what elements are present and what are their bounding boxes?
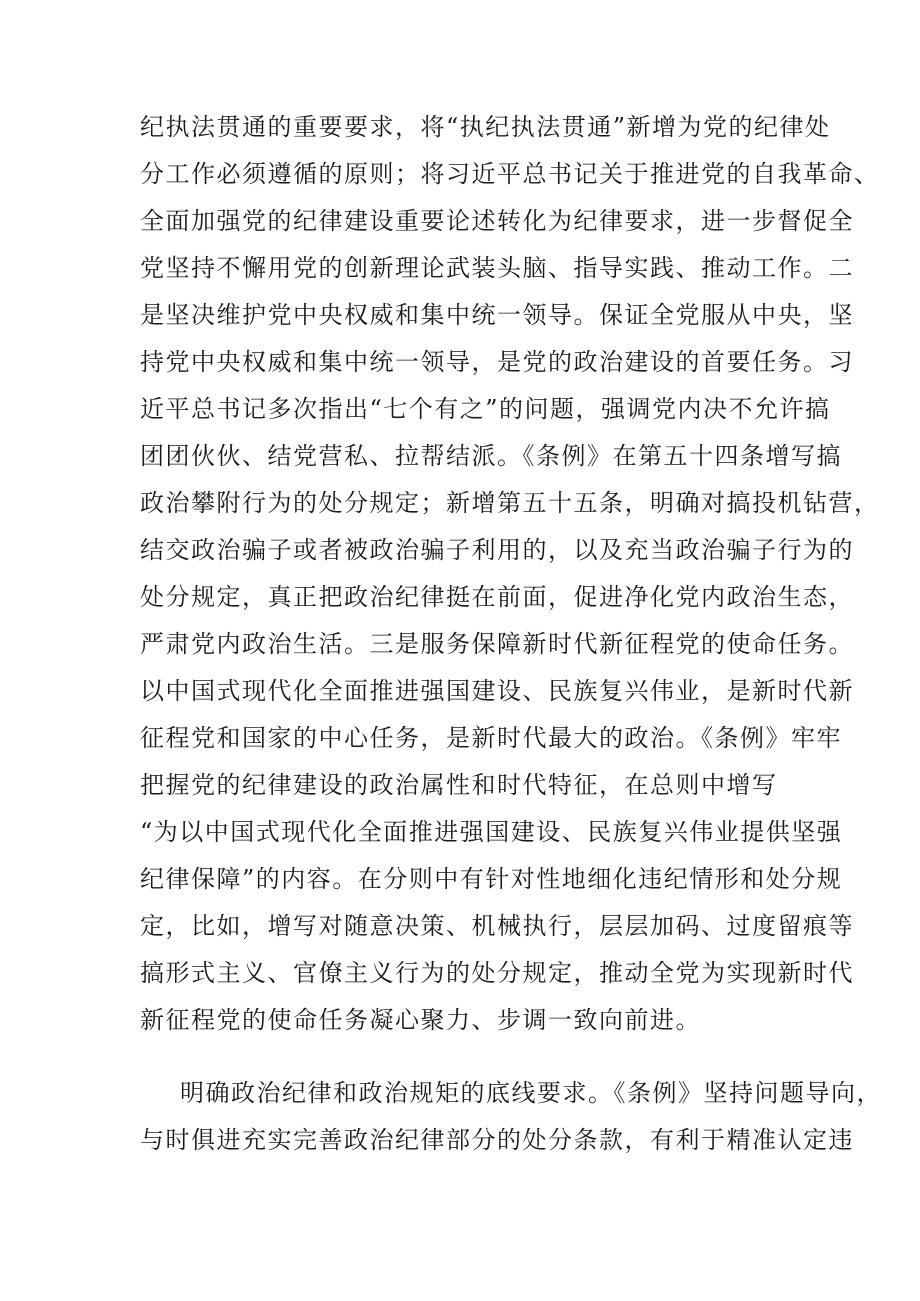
text-line: 明确政治纪律和政治规矩的底线要求。《条例》坚持问题导向，	[180, 1079, 882, 1107]
text-line: 全面加强党的纪律建设重要论述转化为纪律要求，进一步督促全	[140, 207, 854, 235]
text-line: 与时俱进充实完善政治纪律部分的处分条款，有利于精准认定违	[140, 1126, 854, 1154]
text-line: 是坚决维护党中央权威和集中统一领导。保证全党服从中央，坚	[140, 301, 854, 329]
text-line: 定，比如，增写对随意决策、机械执行，层层加码、过度留痕等	[140, 912, 854, 940]
text-line: 近平总书记多次指出“七个有之”的问题，强调党内决不允许搞	[140, 395, 831, 423]
paragraph-2	[140, 1070, 882, 1164]
text-line: 团团伙伙、结党营私、拉帮结派。《条例》在第五十四条增写搞	[140, 442, 842, 470]
text-line: 严肃党内政治生活。三是服务保障新时代新征程党的使命任务。	[140, 630, 854, 658]
paragraph-1	[140, 104, 880, 1044]
text-line: 处分规定，真正把政治纪律挺在前面，促进净化党内政治生态，	[140, 583, 854, 611]
text-line: 分工作必须遵循的原则；将习近平总书记关于推进党的自我革命、	[140, 160, 880, 188]
text-line: 把握党的纪律建设的政治属性和时代特征，在总则中增写	[140, 771, 778, 799]
text-line: 结交政治骗子或者被政治骗子利用的，以及充当政治骗子行为的	[140, 536, 854, 564]
document-body	[140, 104, 882, 1164]
text-line: 持党中央权威和集中统一领导，是党的政治建设的首要任务。习	[140, 348, 854, 376]
text-line: 以中国式现代化全面推进强国建设、民族复兴伟业，是新时代新	[140, 677, 854, 705]
text-line: 新征程党的使命任务凝心聚力、步调一致向前进。	[140, 1006, 701, 1034]
text-line: 党坚持不懈用党的创新理论武装头脑、指导实践、推动工作。二	[140, 254, 854, 282]
text-line: 搞形式主义、官僚主义行为的处分规定，推动全党为实现新时代	[140, 959, 854, 987]
text-line: 政治攀附行为的处分规定；新增第五十五条，明确对搞投机钻营，	[140, 489, 880, 517]
text-line: 征程党和国家的中心任务，是新时代最大的政治。《条例》牢牢	[140, 724, 842, 752]
paragraph-gap	[140, 1044, 800, 1070]
text-line: 纪执法贯通的重要要求，将“执纪执法贯通”新增为党的纪律处	[140, 113, 831, 141]
text-line: “为以中国式现代化全面推进强国建设、民族复兴伟业提供坚强	[140, 818, 843, 846]
text-line: 纪律保障”的内容。在分则中有针对性地细化违纪情形和处分规	[140, 865, 843, 893]
